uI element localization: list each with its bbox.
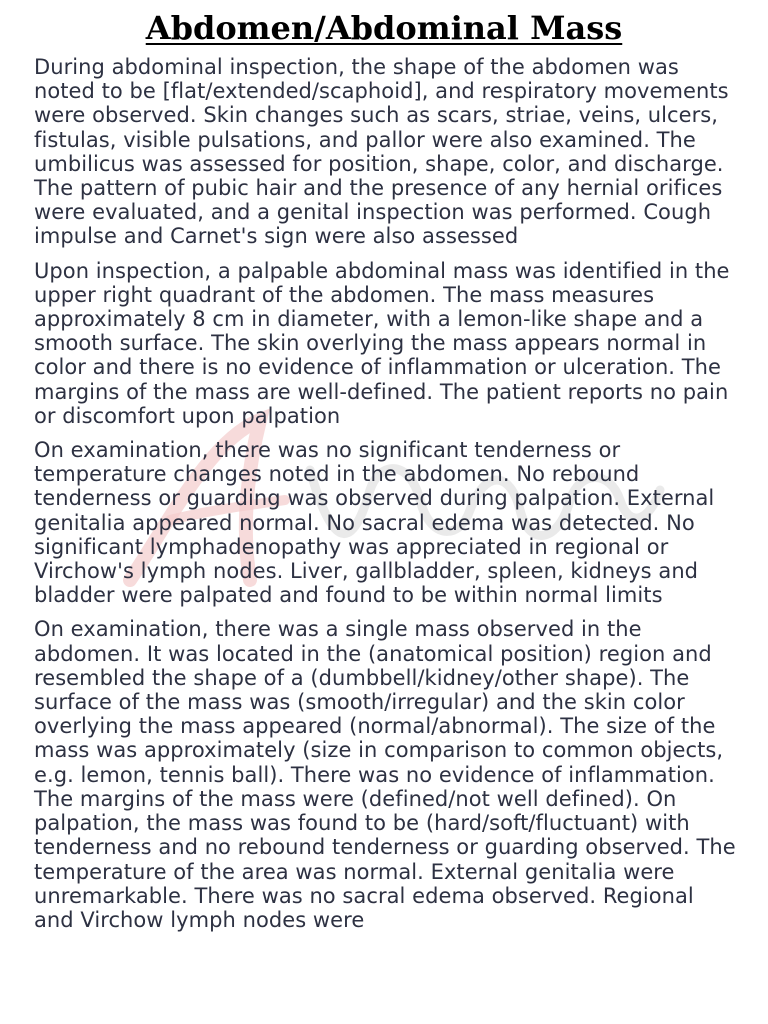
paragraph-inspection: During abdominal inspection, the shape of the abdomen was noted to be [flat/extended/scaphoid], and respiratory movements were observed. Skin changes such as scars, striae, veins, ulcers, fistulas, visible pulsations, and pallor were also examined. The umbilicus was assessed for position, shape, color, and discharge. The pattern of pubic hair and the presence of any hernial orifices were evaluated, and a genital inspection was performed. Cough impulse and Carnet's sign were also assessed <box>34 55 729 249</box>
paragraph-template-examination: On examination, there was a single mass observed in the abdomen. It was located in the (anatomical position) region and resembled the shape of a (dumbbell/kidney/other shape). The surface of the mass was (smooth/irregular) and the skin color overlying the mass appeared (normal/abnormal). The size of the mass was approximately (size in comparison to common objects, e.g. lemon, tennis ball). There was no evidence of inflammation. The margins of the mass were (defined/not well defined). On palpation, the mass was found to be (hard/soft/fluctuant) with tenderness and no rebound tenderness or guarding observed. The temperature of the area was normal. External genitalia were unremarkable. There was no sacral edema observed. Regional and Virchow lymph nodes were <box>34 617 736 932</box>
page-title: Abdomen/Abdominal Mass <box>145 9 623 47</box>
paragraph-examination-findings: On examination, there was no significant tenderness or temperature changes noted in the abdomen. No rebound tenderness or guarding was observed during palpation. External genitalia appeared normal. No sacral edema was detected. No significant lymphadenopathy was appreciated in regional or Virchow's lymph nodes. Liver, gallbladder, spleen, kidneys and bladder were palpated and found to be within normal limits <box>34 438 715 608</box>
paragraph-mass-description: Upon inspection, a palpable abdominal mass was identified in the upper right quadrant of the abdomen. The mass measures approximately 8 cm in diameter, with a lemon-like shape and a smooth surface. The skin overlying the mass appears normal in color and there is no evidence of inflammation or ulceration. The margins of the mass are well-defined. The patient reports no pain or discomfort upon palpation <box>34 258 730 428</box>
document-body <box>34 55 738 932</box>
